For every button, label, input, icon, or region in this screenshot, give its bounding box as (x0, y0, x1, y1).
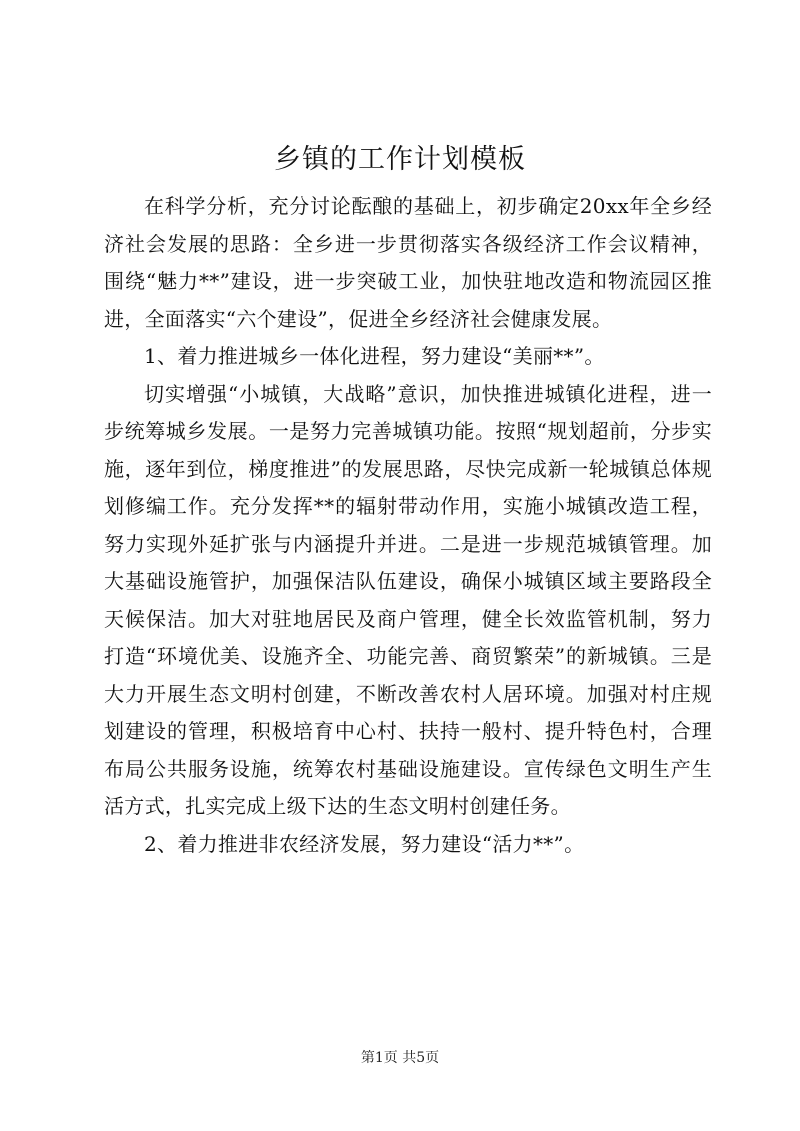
document-body (104, 188, 712, 863)
section-heading-1: 1、着力推进城乡一体化进程，努力建设“美丽**”。 (144, 344, 605, 368)
document-title: 乡镇的工作计划模板 (274, 144, 526, 175)
section-heading-2: 2、着力推进非农经济发展，努力建设“活力**”。 (144, 831, 585, 856)
paragraph-intro: 在科学分析，充分讨论酝酿的基础上，初步确定20xx年全乡经济社会发展的思路：全乡进一步贯彻落实各级经济工作会议精神，围绕“魅力**”建设，进一步突破工业，加快驻地改造和物流园区推进，全面落实“六个建设”，促进全乡经济社会健康发展。 (104, 194, 712, 331)
paragraph-section-1: 切实增强“小城镇，大战略”意识，加快推进城镇化进程，进一步统筹城乡发展。一是努力完善城镇功能。按照“规划超前，分步实施，逐年到位，梯度推进”的发展思路，尽快完成新一轮城镇总体规划修编工作。充分发挥**的辐射带动作用，实施小城镇改造工程，努力实现外延扩张与内涵提升并进。二是进一步规范城镇管理。加大基础设施管护，加强保洁队伍建设，确保小城镇区域主要路段全天候保洁。加大对驻地居民及商户管理，健全长效监管机制，努力打造“环境优美、设施齐全、功能完善、商贸繁荣”的新城镇。三是大力开展生态文明村创建，不断改善农村人居环境。加强对村庄规划建设的管理，积极培育中心村、扶持一般村、提升特色村，合理布局公共服务设施，统筹农村基础设施建设。宣传绿色文明生产生活方式，扎实完成上级下达的生态文明村创建任务。 (104, 381, 712, 818)
page-number-footer: 第1页 共5页 (360, 1050, 440, 1066)
